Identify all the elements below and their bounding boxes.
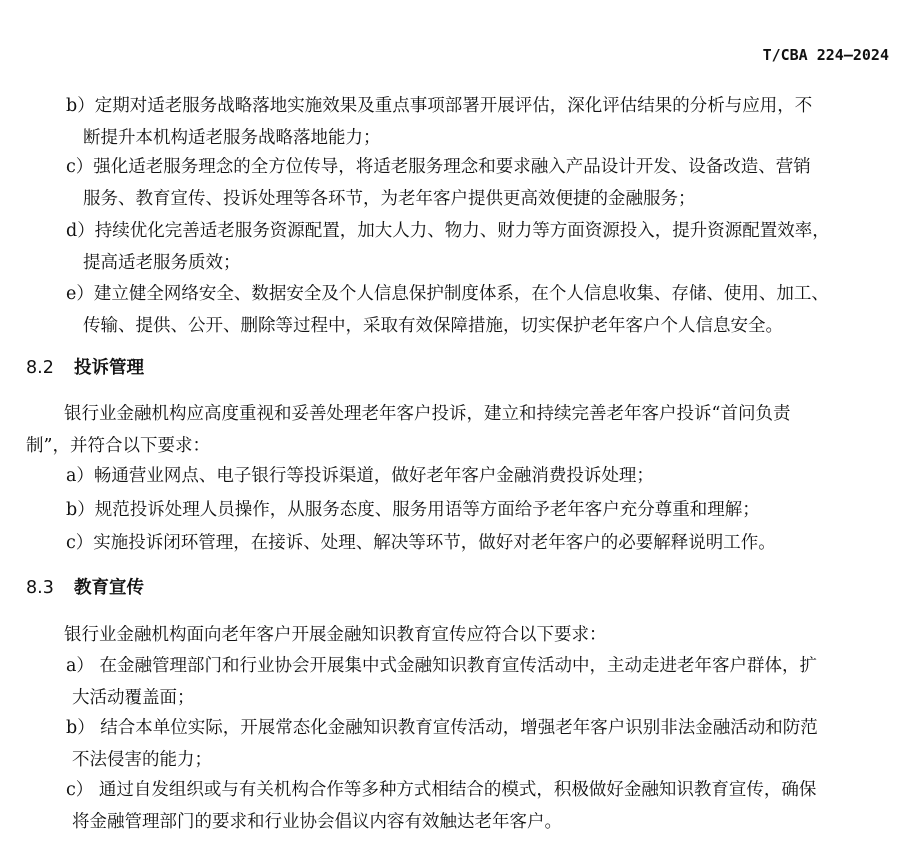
section-title: 投诉管理	[74, 358, 144, 378]
item-line: e）建立健全网络安全、数据安全及个人信息保护制度体系，在个人信息收集、存储、使用、加工、	[66, 284, 829, 304]
list-item	[66, 494, 896, 526]
list-item	[66, 90, 896, 154]
item-line: c）强化适老服务理念的全方位传导，将适老服务理念和要求融入产品设计开发、设备改造、营销	[66, 157, 811, 177]
item-line: b） 结合本单位实际，开展常态化金融知识教育宣传活动，增强老年客户识别非法金融活动和防范	[66, 718, 818, 738]
section-number: 8.3	[26, 578, 54, 598]
list-item	[66, 460, 896, 492]
item-line: c） 通过自发组织或与有关机构合作等多种方式相结合的模式，积极做好金融知识教育宣传，确保	[66, 780, 817, 800]
section-title: 教育宣传	[74, 578, 144, 598]
paragraph-line: 银行业金融机构应高度重视和妥善处理老年客户投诉，建立和持续完善老年客户投诉“首问负责	[64, 404, 791, 424]
paragraph	[64, 619, 607, 651]
paragraph	[26, 398, 791, 462]
section-heading	[26, 354, 144, 382]
list-item	[66, 151, 896, 215]
item-line: a） 在金融管理部门和行业协会开展集中式金融知识教育宣传活动中，主动走进老年客户群体，扩	[66, 656, 817, 676]
list-item	[66, 712, 896, 776]
item-line: a）畅通营业网点、电子银行等投诉渠道，做好老年客户金融消费投诉处理；	[66, 466, 654, 486]
item-line: 将金融管理部门的要求和行业协会倡议内容有效触达老年客户。	[72, 812, 562, 832]
item-line: d）持续优化完善适老服务资源配置，加大人力、物力、财力等方面资源投入，提升资源配置效率，	[66, 221, 830, 241]
list-item	[66, 774, 896, 838]
list-item	[66, 215, 896, 279]
item-line: 断提升本机构适老服务战略落地能力；	[83, 128, 381, 148]
list-item	[66, 278, 896, 342]
item-line: 大活动覆盖面；	[72, 688, 195, 708]
list-item	[66, 527, 896, 559]
item-line: 服务、教育宣传、投诉处理等各环节，为老年客户提供更高效便捷的金融服务；	[83, 189, 696, 209]
list-item	[66, 650, 896, 714]
item-line: c）实施投诉闭环管理，在接诉、处理、解决等环节，做好对老年客户的必要解释说明工作。	[66, 533, 776, 553]
section-heading	[26, 574, 144, 602]
section-number: 8.2	[26, 358, 54, 378]
item-line: b）定期对适老服务战略落地实施效果及重点事项部署开展评估，深化评估结果的分析与应用，不	[66, 96, 813, 116]
document-code: T/CBA 224—2024	[762, 46, 889, 64]
item-line: 提高适老服务质效；	[83, 253, 241, 273]
paragraph-line: 制”，并符合以下要求：	[26, 436, 210, 456]
item-line: 不法侵害的能力；	[72, 750, 212, 770]
item-line: 传输、提供、公开、删除等过程中，采取有效保障措施，切实保护老年客户个人信息安全。	[83, 316, 783, 336]
item-line: b）规范投诉处理人员操作，从服务态度、服务用语等方面给予老年客户充分尊重和理解；	[66, 500, 760, 520]
paragraph-line: 银行业金融机构面向老年客户开展金融知识教育宣传应符合以下要求：	[64, 625, 607, 645]
